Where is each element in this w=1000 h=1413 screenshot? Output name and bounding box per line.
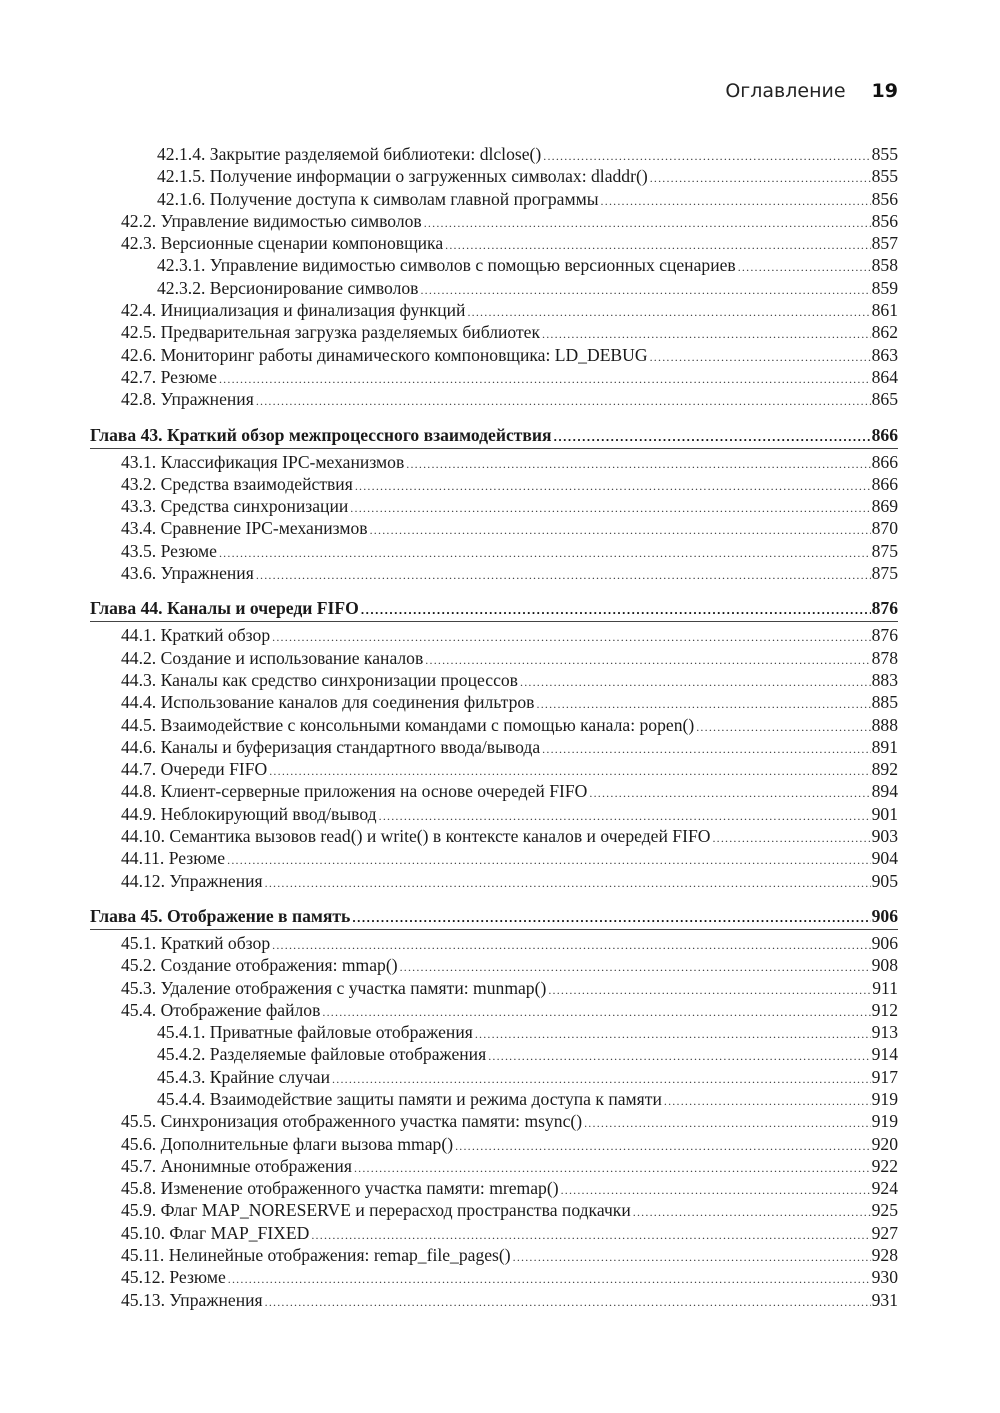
toc-entry-page: 892 bbox=[871, 759, 898, 780]
toc-entry-page: 913 bbox=[871, 1022, 898, 1043]
toc-entry-page: 878 bbox=[871, 647, 898, 668]
toc-entry-page: 931 bbox=[871, 1289, 898, 1310]
toc-entry[interactable] bbox=[90, 758, 898, 780]
toc-entry[interactable] bbox=[90, 1244, 898, 1266]
toc-entry-title: 45.4.3. Крайние случаи bbox=[157, 1066, 331, 1087]
toc-leader-dots bbox=[650, 165, 871, 189]
toc-leader-dots bbox=[520, 669, 871, 693]
toc-entry-title: 43.3. Средства синхронизации bbox=[121, 496, 349, 517]
toc-entry[interactable] bbox=[90, 165, 898, 187]
toc-entry-title: 44.7. Очереди FIFO bbox=[121, 759, 268, 780]
toc-chapter-title: Глава 44. Каналы и очереди FIFO bbox=[90, 598, 359, 619]
toc-leader-dots bbox=[738, 254, 871, 278]
toc-leader-dots bbox=[361, 595, 871, 623]
toc-leader-dots bbox=[425, 647, 870, 671]
toc-leader-dots bbox=[488, 1043, 870, 1067]
toc-entry[interactable] bbox=[90, 254, 898, 276]
toc-leader-dots bbox=[256, 562, 871, 586]
toc-entry-page: 875 bbox=[871, 540, 898, 561]
toc-chapter-page: 906 bbox=[871, 905, 898, 926]
toc-entry[interactable] bbox=[90, 803, 898, 825]
toc-entry-title: 43.2. Средства взаимодействия bbox=[121, 473, 353, 494]
toc-entry-page: 855 bbox=[871, 166, 898, 187]
toc-leader-dots bbox=[350, 495, 870, 519]
toc-entry[interactable] bbox=[90, 321, 898, 343]
toc-entry-page: 856 bbox=[871, 210, 898, 231]
toc-entry-page: 864 bbox=[871, 366, 898, 387]
toc-entry-title: 42.8. Упражнения bbox=[121, 389, 254, 410]
toc-leader-dots bbox=[455, 1133, 871, 1157]
toc-leader-dots bbox=[445, 232, 870, 256]
toc-chapter-title: Глава 45. Отображение в память bbox=[90, 905, 351, 926]
toc-leader-dots bbox=[542, 736, 870, 760]
toc-entry-title: 44.8. Клиент-серверные приложения на основе очередей FIFO bbox=[121, 781, 588, 802]
toc-leader-dots bbox=[354, 1155, 871, 1179]
toc-entry[interactable] bbox=[90, 540, 898, 562]
toc-entry-title: 44.10. Семантика вызовов read() и write() в контексте каналов и очередей FIFO bbox=[121, 826, 711, 847]
toc-entry[interactable] bbox=[90, 562, 898, 584]
toc-leader-dots bbox=[548, 977, 871, 1001]
toc-entry-title: 42.3. Версионные сценарии компоновщика bbox=[121, 233, 444, 254]
toc-entry[interactable] bbox=[90, 825, 898, 847]
toc-entry-page: 891 bbox=[871, 736, 898, 757]
toc-entry-title: 45.7. Анонимные отображения bbox=[121, 1155, 352, 1176]
toc-entry-page: 911 bbox=[872, 977, 898, 998]
toc-chapter-page: 866 bbox=[871, 424, 898, 445]
toc-entry-page: 927 bbox=[871, 1222, 898, 1243]
toc-leader-dots bbox=[272, 932, 870, 956]
toc-entry-title: 42.7. Резюме bbox=[121, 366, 217, 387]
toc-entry-page: 869 bbox=[871, 496, 898, 517]
toc-entry-title: 42.1.5. Получение информации о загруженных символах: dladdr() bbox=[157, 166, 648, 187]
toc-leader-dots bbox=[542, 321, 871, 345]
toc-leader-dots bbox=[561, 1177, 871, 1201]
toc-leader-dots bbox=[269, 758, 870, 782]
toc-leader-dots bbox=[589, 780, 870, 804]
toc-entry[interactable] bbox=[90, 1155, 898, 1177]
toc-entry-page: 908 bbox=[871, 955, 898, 976]
toc-entry[interactable] bbox=[90, 517, 898, 539]
toc-entry-title: 45.1. Краткий обзор bbox=[121, 932, 271, 953]
toc-leader-dots bbox=[424, 210, 871, 234]
toc-entry[interactable] bbox=[90, 1289, 898, 1311]
toc-entry-title: 45.6. Дополнительные флаги вызова mmap() bbox=[121, 1133, 454, 1154]
toc-entry-title: 44.1. Краткий обзор bbox=[121, 625, 271, 646]
toc-leader-dots bbox=[406, 451, 870, 475]
toc-entry-page: 919 bbox=[871, 1088, 898, 1109]
toc-leader-dots bbox=[633, 1199, 871, 1223]
toc-entry-page: 901 bbox=[871, 803, 898, 824]
toc-entry[interactable] bbox=[90, 1066, 898, 1088]
running-header bbox=[0, 80, 898, 102]
toc-entry-title: 45.11. Нелинейные отображения: remap_file_pages() bbox=[121, 1245, 511, 1266]
toc-entry[interactable] bbox=[90, 1266, 898, 1288]
toc-entry-page: 863 bbox=[871, 344, 898, 365]
toc-leader-dots bbox=[355, 473, 871, 497]
toc-leader-dots bbox=[554, 422, 871, 450]
toc-entry-title: 44.6. Каналы и буферизация стандартного ввода/вывода bbox=[121, 736, 541, 757]
toc-entry-title: 44.9. Неблокирующий ввод/вывод bbox=[121, 803, 377, 824]
toc-leader-dots bbox=[219, 366, 871, 390]
toc-entry-title: 43.6. Упражнения bbox=[121, 563, 254, 584]
toc-entry-title: 45.5. Синхронизация отображенного участка памяти: msync() bbox=[121, 1111, 583, 1132]
toc-entry-title: 44.4. Использование каналов для соединения фильтров bbox=[121, 692, 535, 713]
toc-entry[interactable] bbox=[90, 691, 898, 713]
toc-entry-title: 45.13. Упражнения bbox=[121, 1289, 263, 1310]
toc-entry-page: 876 bbox=[871, 625, 898, 646]
toc-entry-page: 919 bbox=[871, 1111, 898, 1132]
toc-entry[interactable] bbox=[90, 932, 898, 954]
toc-leader-dots bbox=[265, 1289, 871, 1313]
toc-leader-dots bbox=[543, 143, 870, 167]
toc-entry-title: 43.1. Классификация IPC-механизмов bbox=[121, 451, 405, 472]
toc-entry[interactable] bbox=[90, 366, 898, 388]
toc-entry-page: 866 bbox=[871, 451, 898, 472]
toc-entry[interactable] bbox=[90, 277, 898, 299]
toc-leader-dots bbox=[379, 803, 871, 827]
toc-entry-page: 912 bbox=[871, 999, 898, 1020]
toc-entry[interactable] bbox=[90, 624, 898, 646]
toc-leader-dots bbox=[513, 1244, 871, 1268]
toc-entry[interactable] bbox=[90, 1133, 898, 1155]
toc-leader-dots bbox=[475, 1021, 871, 1045]
toc-entry-page: 875 bbox=[871, 563, 898, 584]
toc-entry-page: 888 bbox=[871, 714, 898, 735]
toc-entry-title: 45.12. Резюме bbox=[121, 1267, 226, 1288]
toc-chapter-page: 876 bbox=[871, 598, 898, 619]
toc-entry-page: 920 bbox=[871, 1133, 898, 1154]
toc-entry-page: 885 bbox=[871, 692, 898, 713]
toc-entry-page: 865 bbox=[871, 389, 898, 410]
toc-entry[interactable] bbox=[90, 999, 898, 1021]
toc-leader-dots bbox=[537, 691, 871, 715]
toc-entry-title: 43.5. Резюме bbox=[121, 540, 217, 561]
toc-entry[interactable] bbox=[90, 1021, 898, 1043]
toc-entry-page: 858 bbox=[871, 255, 898, 276]
toc-entry-title: 45.3. Удаление отображения с участка памяти: munmap() bbox=[121, 977, 547, 998]
toc-entry-title: 42.4. Инициализация и финализация функций bbox=[121, 300, 466, 321]
toc-entry-title: 44.3. Каналы как средство синхронизации процессов bbox=[121, 669, 518, 690]
toc-entry[interactable] bbox=[90, 388, 898, 410]
toc-entry-page: 914 bbox=[871, 1044, 898, 1065]
toc-entry[interactable] bbox=[90, 1043, 898, 1065]
toc-entry[interactable] bbox=[90, 473, 898, 495]
toc-leader-dots bbox=[265, 870, 871, 894]
toc-entry-page: 925 bbox=[871, 1200, 898, 1221]
toc-entry-page: 859 bbox=[871, 277, 898, 298]
toc-entry[interactable] bbox=[90, 870, 898, 892]
toc-entry-title: 45.4. Отображение файлов bbox=[121, 999, 321, 1020]
toc-entry[interactable] bbox=[90, 188, 898, 210]
toc-entry[interactable] bbox=[90, 451, 898, 473]
toc-entry[interactable] bbox=[90, 1088, 898, 1110]
toc-entry-page: 922 bbox=[871, 1155, 898, 1176]
toc-entry[interactable] bbox=[90, 299, 898, 321]
toc-leader-dots bbox=[650, 344, 871, 368]
toc-entry-page: 930 bbox=[871, 1267, 898, 1288]
toc-entry-page: 870 bbox=[871, 518, 898, 539]
page-number: 19 bbox=[871, 80, 898, 102]
toc-entry-title: 45.10. Флаг MAP_FIXED bbox=[121, 1222, 310, 1243]
toc-entry-title: 44.12. Упражнения bbox=[121, 870, 263, 891]
toc-entry-title: 45.9. Флаг MAP_NORESERVE и перерасход пространства подкачки bbox=[121, 1200, 631, 1221]
toc-entry[interactable] bbox=[90, 1177, 898, 1199]
toc-entry-page: 855 bbox=[871, 144, 898, 164]
toc-entry-page: 866 bbox=[871, 473, 898, 494]
toc-entry[interactable] bbox=[90, 977, 898, 999]
toc-entry-page: 883 bbox=[871, 669, 898, 690]
toc-chapter-title: Глава 43. Краткий обзор межпроцессного взаимодействия bbox=[90, 424, 552, 445]
toc-entry[interactable] bbox=[90, 495, 898, 517]
toc-leader-dots bbox=[712, 825, 870, 849]
toc-entry-page: 862 bbox=[871, 322, 898, 343]
toc-entry[interactable] bbox=[90, 1110, 898, 1132]
toc-entry[interactable] bbox=[90, 143, 898, 165]
toc-entry[interactable] bbox=[90, 669, 898, 691]
toc-entry-title: 44.11. Резюме bbox=[121, 848, 226, 869]
toc-entry-page: 857 bbox=[871, 233, 898, 254]
toc-entry[interactable] bbox=[90, 1222, 898, 1244]
toc-entry-title: 45.4.2. Разделяемые файловые отображения bbox=[157, 1044, 487, 1065]
toc-leader-dots bbox=[311, 1222, 870, 1246]
toc-entry-page: 894 bbox=[871, 781, 898, 802]
toc-leader-dots bbox=[272, 624, 870, 648]
toc-entry-title: 42.6. Мониторинг работы динамического компоновщика: LD_DEBUG bbox=[121, 344, 648, 365]
toc-leader-dots bbox=[332, 1066, 871, 1090]
toc-chapter-heading[interactable] bbox=[90, 595, 898, 622]
toc-leader-dots bbox=[420, 277, 870, 301]
toc-chapter-heading[interactable] bbox=[90, 422, 898, 449]
toc-entry-page: 928 bbox=[871, 1245, 898, 1266]
toc-leader-dots bbox=[370, 517, 871, 541]
toc-entry[interactable] bbox=[90, 210, 898, 232]
toc-entry-title: 45.4.1. Приватные файловые отображения bbox=[157, 1022, 473, 1043]
toc-entry-title: 42.5. Предварительная загрузка разделяемых библиотек bbox=[121, 322, 541, 343]
toc-entry[interactable] bbox=[90, 736, 898, 758]
toc-leader-dots bbox=[352, 903, 870, 931]
toc-entry[interactable] bbox=[90, 344, 898, 366]
table-of-contents bbox=[90, 143, 898, 1311]
toc-entry[interactable] bbox=[90, 954, 898, 976]
toc-entry-page: 856 bbox=[871, 188, 898, 209]
toc-entry-page: 917 bbox=[871, 1066, 898, 1087]
toc-leader-dots bbox=[227, 847, 870, 871]
toc-entry-title: 42.3.1. Управление видимостью символов с помощью версионных сценариев bbox=[157, 255, 736, 276]
toc-leader-dots bbox=[219, 540, 871, 564]
toc-entry-title: 42.2. Управление видимостью символов bbox=[121, 210, 422, 231]
toc-entry[interactable] bbox=[90, 1199, 898, 1221]
toc-entry[interactable] bbox=[90, 647, 898, 669]
toc-leader-dots bbox=[400, 954, 871, 978]
toc-leader-dots bbox=[664, 1088, 871, 1112]
toc-entry-title: 42.1.6. Получение доступа к символам главной программы bbox=[157, 188, 599, 209]
toc-leader-dots bbox=[322, 999, 870, 1023]
toc-entry-title: 42.1.4. Закрытие разделяемой библиотеки: dlclose() bbox=[157, 144, 542, 164]
toc-entry[interactable] bbox=[90, 847, 898, 869]
toc-entry-page: 904 bbox=[871, 848, 898, 869]
toc-entry-page: 906 bbox=[871, 932, 898, 953]
toc-leader-dots bbox=[696, 714, 870, 738]
toc-entry-title: 44.2. Создание и использование каналов bbox=[121, 647, 424, 668]
toc-leader-dots bbox=[584, 1110, 871, 1134]
toc-entry-title: 45.2. Создание отображения: mmap() bbox=[121, 955, 398, 976]
toc-leader-dots bbox=[601, 188, 871, 212]
toc-entry-page: 924 bbox=[871, 1178, 898, 1199]
toc-entry-title: 44.5. Взаимодействие с консольными командами с помощью канала: popen() bbox=[121, 714, 695, 735]
toc-entry-title: 43.4. Сравнение IPC-механизмов bbox=[121, 518, 368, 539]
toc-entry-title: 45.4.4. Взаимодействие защиты памяти и режима доступа к памяти bbox=[157, 1088, 662, 1109]
toc-entry-title: 42.3.2. Версионирование символов bbox=[157, 277, 419, 298]
toc-leader-dots bbox=[256, 388, 871, 412]
toc-entry[interactable] bbox=[90, 714, 898, 736]
toc-entry[interactable] bbox=[90, 232, 898, 254]
toc-entry-page: 903 bbox=[871, 826, 898, 847]
toc-entry-page: 861 bbox=[871, 300, 898, 321]
toc-leader-dots bbox=[467, 299, 870, 323]
toc-chapter-heading[interactable] bbox=[90, 903, 898, 930]
running-header-title: Оглавление bbox=[725, 80, 846, 102]
toc-entry-page: 905 bbox=[871, 870, 898, 891]
toc-entry[interactable] bbox=[90, 780, 898, 802]
toc-entry-title: 45.8. Изменение отображенного участка памяти: mremap() bbox=[121, 1178, 559, 1199]
toc-leader-dots bbox=[228, 1266, 871, 1290]
